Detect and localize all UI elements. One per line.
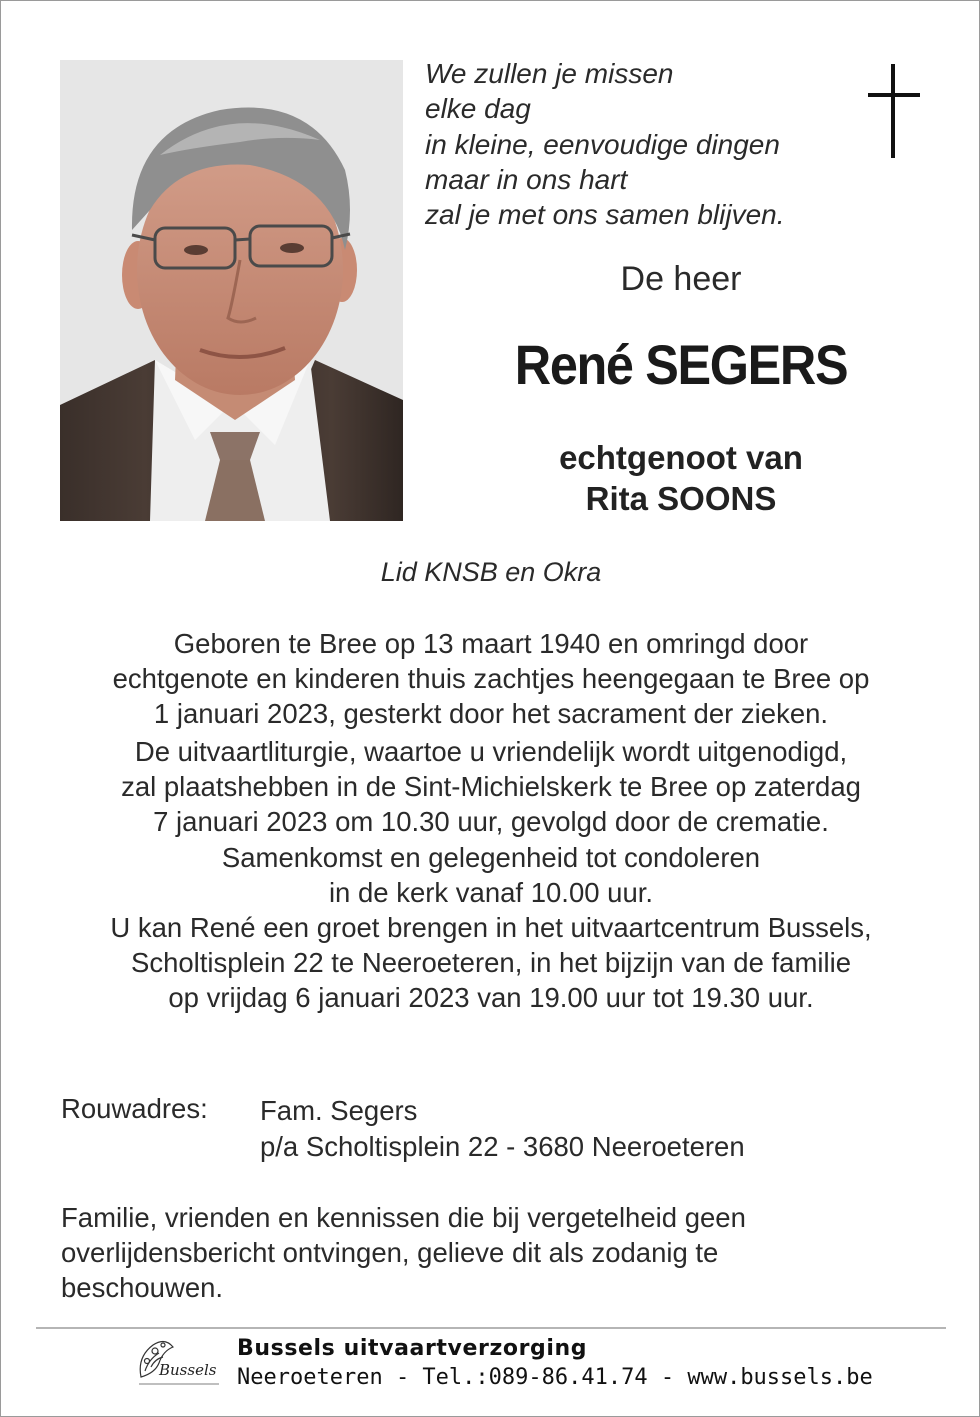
poem <box>425 56 855 232</box>
note-line: Familie, vrienden en kennissen die bij vergetelheid geen <box>61 1202 746 1233</box>
poem-line: in kleine, eenvoudige dingen <box>425 128 780 160</box>
funeral-home-logo <box>133 1337 223 1393</box>
spouse-name: Rita SOONS <box>585 480 777 517</box>
address-line: Fam. Segers <box>260 1095 418 1126</box>
paragraph-line: zal plaatshebben in de Sint-Michielskerk te Bree op zaterdag <box>121 771 861 803</box>
address-line: p/a Scholtisplein 22 - 3680 Neeroeteren <box>260 1130 745 1162</box>
paragraph-line: Scholtisplein 22 te Neeroeteren, in het bijzijn van de familie <box>131 947 851 979</box>
footer-company: Bussels uitvaartverzorging <box>237 1336 588 1361</box>
paragraph-line: Geboren te Bree op 13 maart 1940 en omringd door <box>173 628 809 659</box>
poem-line: zal je met ons samen blijven. <box>425 199 785 231</box>
paragraph-line: U kan René een groet brengen in het uitvaartcentrum Bussels, <box>110 912 872 944</box>
portrait-photo <box>60 60 403 521</box>
deceased-name: René SEGERS <box>514 333 848 396</box>
cross-icon <box>863 62 925 160</box>
logo-wordmark: Bussels <box>159 1361 217 1379</box>
paragraph-line: op vrijdag 6 januari 2023 van 19.00 uur tot 19.30 uur. <box>168 982 814 1014</box>
paragraph-line: 1 januari 2023, gesterkt door het sacrament der zieken. <box>153 698 829 730</box>
mourning-address <box>260 1093 745 1164</box>
birth-death-paragraph <box>41 626 941 732</box>
paragraph-line: De uitvaartliturgie, waartoe u vriendelijk wordt uitgenodigd, <box>134 736 848 767</box>
poem-line: maar in ons hart <box>425 163 628 195</box>
funeral-paragraph <box>41 734 941 1016</box>
family-note <box>61 1200 861 1306</box>
poem-line: elke dag <box>425 93 531 125</box>
address-label: Rouwadres: <box>61 1093 208 1124</box>
membership: Lid KNSB en Okra <box>380 557 602 587</box>
footer-divider <box>36 1327 946 1329</box>
honorific: De heer <box>620 260 742 298</box>
poem-line: We zullen je missen <box>425 58 674 89</box>
footer-contact: Neeroeteren - Tel.:089-86.41.74 - www.bussels.be <box>237 1365 873 1390</box>
paragraph-line: 7 januari 2023 om 10.30 uur, gevolgd door de crematie. <box>153 806 829 838</box>
note-line: beschouwen. <box>61 1272 224 1304</box>
paragraph-line: echtgenote en kinderen thuis zachtjes heengegaan te Bree op <box>112 663 870 695</box>
spouse-label: echtgenoot van <box>559 439 803 476</box>
note-line: overlijdensbericht ontvingen, gelieve dit als zodanig te <box>61 1237 719 1269</box>
paragraph-line: Samenkomst en gelegenheid tot condoleren <box>221 841 761 873</box>
paragraph-line: in de kerk vanaf 10.00 uur. <box>328 876 654 908</box>
